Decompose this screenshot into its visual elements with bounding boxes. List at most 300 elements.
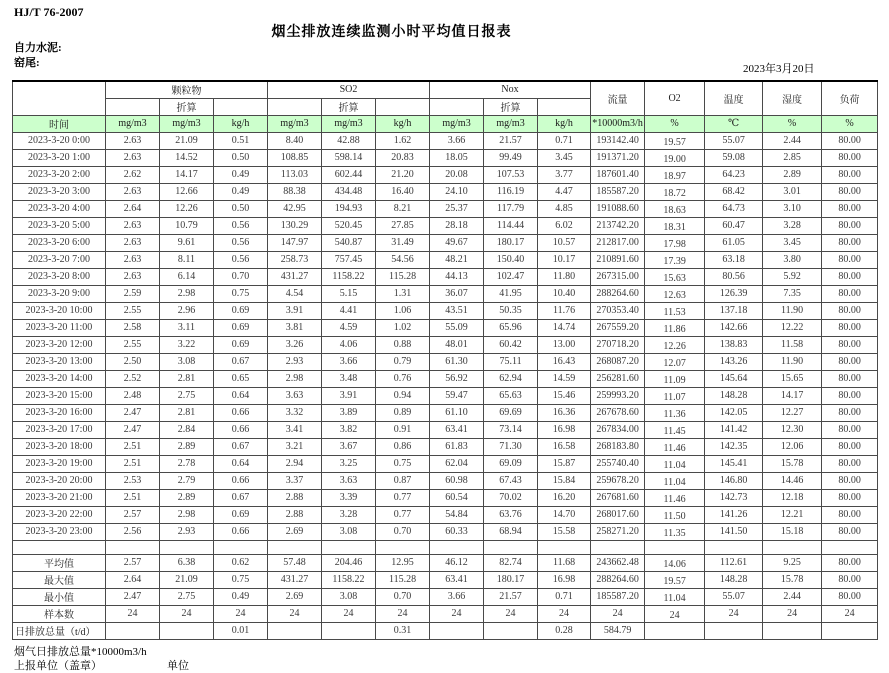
summary-value-cell: 16.98	[538, 571, 591, 588]
value-cell: 13.00	[538, 336, 591, 353]
value-cell: 0.56	[214, 251, 268, 268]
value-cell: 63.18	[705, 251, 763, 268]
summary-value-cell	[160, 622, 214, 639]
value-cell: 15.58	[538, 523, 591, 540]
summary-value-cell: 19.57	[645, 571, 705, 588]
value-cell: 11.04	[645, 472, 705, 489]
unit-cell: mg/m3	[322, 115, 376, 132]
value-cell: 80.00	[822, 353, 878, 370]
value-cell: 2.55	[106, 336, 160, 353]
value-cell: 102.47	[484, 268, 538, 285]
value-cell: 80.00	[822, 234, 878, 251]
value-cell: 12.18	[763, 489, 822, 506]
value-cell: 193142.40	[591, 132, 645, 149]
table-row	[13, 217, 878, 234]
value-cell: 258.73	[268, 251, 322, 268]
summary-value-cell: 2.57	[106, 554, 160, 571]
summary-row	[13, 622, 878, 639]
blank-cell	[763, 540, 822, 554]
value-cell: 8.40	[268, 132, 322, 149]
value-cell: 0.77	[376, 489, 430, 506]
converted-header-so2: 折算	[322, 98, 376, 115]
report-table	[12, 80, 878, 640]
summary-value-cell: 148.28	[705, 571, 763, 588]
summary-row	[13, 571, 878, 588]
value-cell: 80.00	[822, 251, 878, 268]
summary-value-cell: 63.41	[430, 571, 484, 588]
unit-cell: %	[822, 115, 878, 132]
value-cell: 18.63	[645, 200, 705, 217]
table-row	[13, 234, 878, 251]
summary-label: 样本数	[13, 605, 106, 622]
value-cell: 24.10	[430, 183, 484, 200]
value-cell: 42.88	[322, 132, 376, 149]
value-cell: 142.66	[705, 319, 763, 336]
table-row	[13, 132, 878, 149]
value-cell: 11.80	[538, 268, 591, 285]
value-cell: 43.51	[430, 302, 484, 319]
value-cell: 267315.00	[591, 268, 645, 285]
value-cell: 115.28	[376, 268, 430, 285]
value-cell: 142.05	[705, 404, 763, 421]
value-cell: 80.00	[822, 472, 878, 489]
value-cell: 180.17	[484, 234, 538, 251]
value-cell: 15.46	[538, 387, 591, 404]
group-header-row	[13, 81, 878, 98]
time-cell: 2023-3-20 12:00	[13, 336, 106, 353]
value-cell: 80.00	[822, 336, 878, 353]
value-cell: 48.01	[430, 336, 484, 353]
value-cell: 2.44	[763, 132, 822, 149]
unit-cell: kg/h	[376, 115, 430, 132]
value-cell: 7.35	[763, 285, 822, 302]
summary-value-cell: 1158.22	[322, 571, 376, 588]
value-cell: 213742.20	[591, 217, 645, 234]
value-cell: 2.98	[268, 370, 322, 387]
units-row	[13, 115, 878, 132]
value-cell: 1.62	[376, 132, 430, 149]
summary-value-cell: 431.27	[268, 571, 322, 588]
unit-cell: mg/m3	[268, 115, 322, 132]
value-cell: 3.77	[538, 166, 591, 183]
value-cell: 62.94	[484, 370, 538, 387]
value-cell: 434.48	[322, 183, 376, 200]
value-cell: 0.69	[214, 302, 268, 319]
summary-value-cell: 0.75	[214, 571, 268, 588]
company-name: 自力水泥:	[14, 42, 62, 54]
value-cell: 2.75	[160, 387, 214, 404]
blank-cell	[538, 540, 591, 554]
value-cell: 10.17	[538, 251, 591, 268]
summary-value-cell: 11.04	[645, 588, 705, 605]
value-cell: 147.97	[268, 234, 322, 251]
blank-cell	[430, 98, 484, 115]
time-header: 时间	[13, 115, 106, 132]
summary-value-cell: 80.00	[822, 571, 878, 588]
table-row	[13, 404, 878, 421]
value-cell: 70.02	[484, 489, 538, 506]
col-header-load: 负荷	[822, 81, 878, 115]
value-cell: 14.17	[160, 166, 214, 183]
value-cell: 138.83	[705, 336, 763, 353]
value-cell: 54.84	[430, 506, 484, 523]
summary-value-cell: 9.25	[763, 554, 822, 571]
value-cell: 3.66	[322, 353, 376, 370]
blank-cell	[268, 98, 322, 115]
value-cell: 3.01	[763, 183, 822, 200]
summary-value-cell: 24	[322, 605, 376, 622]
time-cell: 2023-3-20 8:00	[13, 268, 106, 285]
value-cell: 11.53	[645, 302, 705, 319]
summary-value-cell: 0.71	[538, 588, 591, 605]
value-cell: 12.07	[645, 353, 705, 370]
table-row	[13, 268, 878, 285]
value-cell: 3.08	[160, 353, 214, 370]
value-cell: 0.75	[214, 285, 268, 302]
value-cell: 1.31	[376, 285, 430, 302]
value-cell: 148.28	[705, 387, 763, 404]
value-cell: 16.98	[538, 421, 591, 438]
blank-cell	[591, 540, 645, 554]
value-cell: 267559.20	[591, 319, 645, 336]
value-cell: 12.22	[763, 319, 822, 336]
value-cell: 14.59	[538, 370, 591, 387]
value-cell: 2.47	[106, 404, 160, 421]
value-cell: 14.70	[538, 506, 591, 523]
value-cell: 14.17	[763, 387, 822, 404]
summary-value-cell: 0.70	[376, 588, 430, 605]
summary-row	[13, 605, 878, 622]
value-cell: 2.84	[160, 421, 214, 438]
summary-value-cell	[106, 622, 160, 639]
value-cell: 0.51	[214, 132, 268, 149]
value-cell: 0.67	[214, 353, 268, 370]
summary-value-cell: 185587.20	[591, 588, 645, 605]
value-cell: 0.56	[214, 234, 268, 251]
table-row	[13, 166, 878, 183]
value-cell: 194.93	[322, 200, 376, 217]
value-cell: 3.63	[268, 387, 322, 404]
time-cell: 2023-3-20 6:00	[13, 234, 106, 251]
value-cell: 31.49	[376, 234, 430, 251]
value-cell: 80.00	[822, 268, 878, 285]
blank-cell	[645, 540, 705, 554]
value-cell: 0.50	[214, 149, 268, 166]
value-cell: 5.15	[322, 285, 376, 302]
value-cell: 14.74	[538, 319, 591, 336]
value-cell: 18.31	[645, 217, 705, 234]
summary-value-cell: 0.28	[538, 622, 591, 639]
summary-value-cell: 3.08	[322, 588, 376, 605]
value-cell: 0.66	[214, 523, 268, 540]
time-cell: 2023-3-20 2:00	[13, 166, 106, 183]
value-cell: 3.25	[322, 455, 376, 472]
table-row	[13, 421, 878, 438]
summary-value-cell	[430, 622, 484, 639]
table-body	[13, 81, 878, 639]
value-cell: 2.51	[106, 438, 160, 455]
time-cell: 2023-3-20 0:00	[13, 132, 106, 149]
time-cell: 2023-3-20 22:00	[13, 506, 106, 523]
value-cell: 80.00	[822, 302, 878, 319]
blank-cell	[538, 98, 591, 115]
value-cell: 12.26	[645, 336, 705, 353]
summary-value-cell: 11.68	[538, 554, 591, 571]
value-cell: 16.58	[538, 438, 591, 455]
value-cell: 2.48	[106, 387, 160, 404]
value-cell: 259993.20	[591, 387, 645, 404]
group-header-so2: SO2	[268, 81, 430, 98]
summary-value-cell: 24	[538, 605, 591, 622]
value-cell: 2.59	[106, 285, 160, 302]
value-cell: 3.28	[763, 217, 822, 234]
value-cell: 0.50	[214, 200, 268, 217]
value-cell: 12.06	[763, 438, 822, 455]
value-cell: 80.00	[822, 319, 878, 336]
value-cell: 61.05	[705, 234, 763, 251]
value-cell: 145.41	[705, 455, 763, 472]
value-cell: 0.66	[214, 421, 268, 438]
value-cell: 6.14	[160, 268, 214, 285]
value-cell: 4.54	[268, 285, 322, 302]
value-cell: 69.09	[484, 455, 538, 472]
value-cell: 0.79	[376, 353, 430, 370]
unit-cell: kg/h	[214, 115, 268, 132]
value-cell: 2.93	[160, 523, 214, 540]
table-row	[13, 523, 878, 540]
value-cell: 3.21	[268, 438, 322, 455]
value-cell: 2.64	[106, 200, 160, 217]
value-cell: 0.64	[214, 455, 268, 472]
time-cell: 2023-3-20 20:00	[13, 472, 106, 489]
value-cell: 137.18	[705, 302, 763, 319]
summary-value-cell: 24	[106, 605, 160, 622]
value-cell: 3.28	[322, 506, 376, 523]
value-cell: 4.47	[538, 183, 591, 200]
value-cell: 259678.20	[591, 472, 645, 489]
value-cell: 8.21	[376, 200, 430, 217]
value-cell: 2.50	[106, 353, 160, 370]
table-row	[13, 438, 878, 455]
value-cell: 80.00	[822, 489, 878, 506]
value-cell: 2.51	[106, 455, 160, 472]
value-cell: 267681.60	[591, 489, 645, 506]
value-cell: 17.39	[645, 251, 705, 268]
value-cell: 11.09	[645, 370, 705, 387]
value-cell: 141.50	[705, 523, 763, 540]
value-cell: 15.18	[763, 523, 822, 540]
value-cell: 65.63	[484, 387, 538, 404]
value-cell: 187601.40	[591, 166, 645, 183]
value-cell: 143.26	[705, 353, 763, 370]
summary-value-cell: 6.38	[160, 554, 214, 571]
value-cell: 114.44	[484, 217, 538, 234]
time-cell: 2023-3-20 23:00	[13, 523, 106, 540]
value-cell: 145.64	[705, 370, 763, 387]
summary-value-cell: 57.48	[268, 554, 322, 571]
unit-cell: ℃	[705, 115, 763, 132]
value-cell: 2.63	[106, 183, 160, 200]
value-cell: 126.39	[705, 285, 763, 302]
value-cell: 64.23	[705, 166, 763, 183]
value-cell: 54.56	[376, 251, 430, 268]
value-cell: 270353.40	[591, 302, 645, 319]
summary-value-cell	[322, 622, 376, 639]
summary-value-cell: 46.12	[430, 554, 484, 571]
value-cell: 107.53	[484, 166, 538, 183]
summary-label: 最大值	[13, 571, 106, 588]
value-cell: 3.89	[322, 404, 376, 421]
time-cell: 2023-3-20 15:00	[13, 387, 106, 404]
summary-value-cell: 12.95	[376, 554, 430, 571]
time-cell: 2023-3-20 10:00	[13, 302, 106, 319]
value-cell: 11.07	[645, 387, 705, 404]
blank-cell	[106, 98, 160, 115]
value-cell: 2.98	[160, 285, 214, 302]
time-cell: 2023-3-20 19:00	[13, 455, 106, 472]
blank-cell	[376, 98, 430, 115]
reporting-unit-label: 上报单位（盖章）	[14, 660, 102, 672]
summary-row	[13, 588, 878, 605]
value-cell: 14.46	[763, 472, 822, 489]
value-cell: 2.85	[763, 149, 822, 166]
value-cell: 12.26	[160, 200, 214, 217]
value-cell: 80.00	[822, 217, 878, 234]
summary-label: 最小值	[13, 588, 106, 605]
value-cell: 19.57	[645, 132, 705, 149]
value-cell: 2.78	[160, 455, 214, 472]
value-cell: 0.77	[376, 506, 430, 523]
summary-value-cell: 2.47	[106, 588, 160, 605]
table-row	[13, 489, 878, 506]
value-cell: 80.00	[822, 285, 878, 302]
time-header-spacer	[13, 81, 106, 115]
value-cell: 255740.40	[591, 455, 645, 472]
spacer-row	[13, 540, 878, 554]
value-cell: 68.94	[484, 523, 538, 540]
value-cell: 0.49	[214, 166, 268, 183]
value-cell: 2.58	[106, 319, 160, 336]
value-cell: 0.94	[376, 387, 430, 404]
table-row	[13, 506, 878, 523]
value-cell: 11.90	[763, 353, 822, 370]
value-cell: 0.71	[538, 132, 591, 149]
value-cell: 0.87	[376, 472, 430, 489]
value-cell: 42.95	[268, 200, 322, 217]
value-cell: 73.14	[484, 421, 538, 438]
table-row	[13, 149, 878, 166]
summary-value-cell: 14.06	[645, 554, 705, 571]
value-cell: 0.66	[214, 472, 268, 489]
value-cell: 61.83	[430, 438, 484, 455]
value-cell: 5.92	[763, 268, 822, 285]
value-cell: 99.49	[484, 149, 538, 166]
value-cell: 80.00	[822, 387, 878, 404]
value-cell: 9.61	[160, 234, 214, 251]
value-cell: 185587.20	[591, 183, 645, 200]
value-cell: 27.85	[376, 217, 430, 234]
value-cell: 80.00	[822, 404, 878, 421]
time-cell: 2023-3-20 13:00	[13, 353, 106, 370]
summary-value-cell: 115.28	[376, 571, 430, 588]
value-cell: 2.79	[160, 472, 214, 489]
value-cell: 61.10	[430, 404, 484, 421]
value-cell: 63.76	[484, 506, 538, 523]
value-cell: 59.08	[705, 149, 763, 166]
value-cell: 2.81	[160, 404, 214, 421]
value-cell: 60.54	[430, 489, 484, 506]
value-cell: 0.69	[214, 506, 268, 523]
value-cell: 116.19	[484, 183, 538, 200]
value-cell: 520.45	[322, 217, 376, 234]
value-cell: 11.46	[645, 438, 705, 455]
blank-cell	[430, 540, 484, 554]
value-cell: 11.58	[763, 336, 822, 353]
value-cell: 11.76	[538, 302, 591, 319]
unit-cell: *10000m3/h	[591, 115, 645, 132]
time-cell: 2023-3-20 5:00	[13, 217, 106, 234]
value-cell: 210891.60	[591, 251, 645, 268]
value-cell: 50.35	[484, 302, 538, 319]
value-cell: 4.85	[538, 200, 591, 217]
value-cell: 3.41	[268, 421, 322, 438]
value-cell: 17.98	[645, 234, 705, 251]
summary-value-cell: 3.66	[430, 588, 484, 605]
time-cell: 2023-3-20 4:00	[13, 200, 106, 217]
summary-label: 日排放总量（t/d）	[13, 622, 106, 639]
value-cell: 141.26	[705, 506, 763, 523]
blank-cell	[214, 540, 268, 554]
value-cell: 0.69	[214, 319, 268, 336]
value-cell: 11.36	[645, 404, 705, 421]
value-cell: 16.40	[376, 183, 430, 200]
blank-cell	[484, 540, 538, 554]
value-cell: 0.69	[214, 336, 268, 353]
blank-cell	[322, 540, 376, 554]
summary-value-cell: 2.44	[763, 588, 822, 605]
table-row	[13, 336, 878, 353]
value-cell: 256281.60	[591, 370, 645, 387]
value-cell: 16.20	[538, 489, 591, 506]
value-cell: 2.69	[268, 523, 322, 540]
value-cell: 3.37	[268, 472, 322, 489]
table-row	[13, 455, 878, 472]
value-cell: 12.30	[763, 421, 822, 438]
value-cell: 3.66	[430, 132, 484, 149]
unit-cell: %	[645, 115, 705, 132]
value-cell: 0.75	[376, 455, 430, 472]
value-cell: 15.78	[763, 455, 822, 472]
summary-row	[13, 554, 878, 571]
value-cell: 113.03	[268, 166, 322, 183]
value-cell: 2.57	[106, 506, 160, 523]
summary-label: 平均值	[13, 554, 106, 571]
summary-value-cell: 243662.48	[591, 554, 645, 571]
value-cell: 20.08	[430, 166, 484, 183]
summary-value-cell: 82.74	[484, 554, 538, 571]
time-cell: 2023-3-20 1:00	[13, 149, 106, 166]
value-cell: 65.96	[484, 319, 538, 336]
value-cell: 3.39	[322, 489, 376, 506]
unit-cell: mg/m3	[106, 115, 160, 132]
value-cell: 757.45	[322, 251, 376, 268]
summary-value-cell: 0.31	[376, 622, 430, 639]
summary-value-cell: 80.00	[822, 554, 878, 571]
col-header-o2: O2	[645, 81, 705, 115]
time-cell: 2023-3-20 7:00	[13, 251, 106, 268]
summary-value-cell: 24	[214, 605, 268, 622]
value-cell: 60.33	[430, 523, 484, 540]
